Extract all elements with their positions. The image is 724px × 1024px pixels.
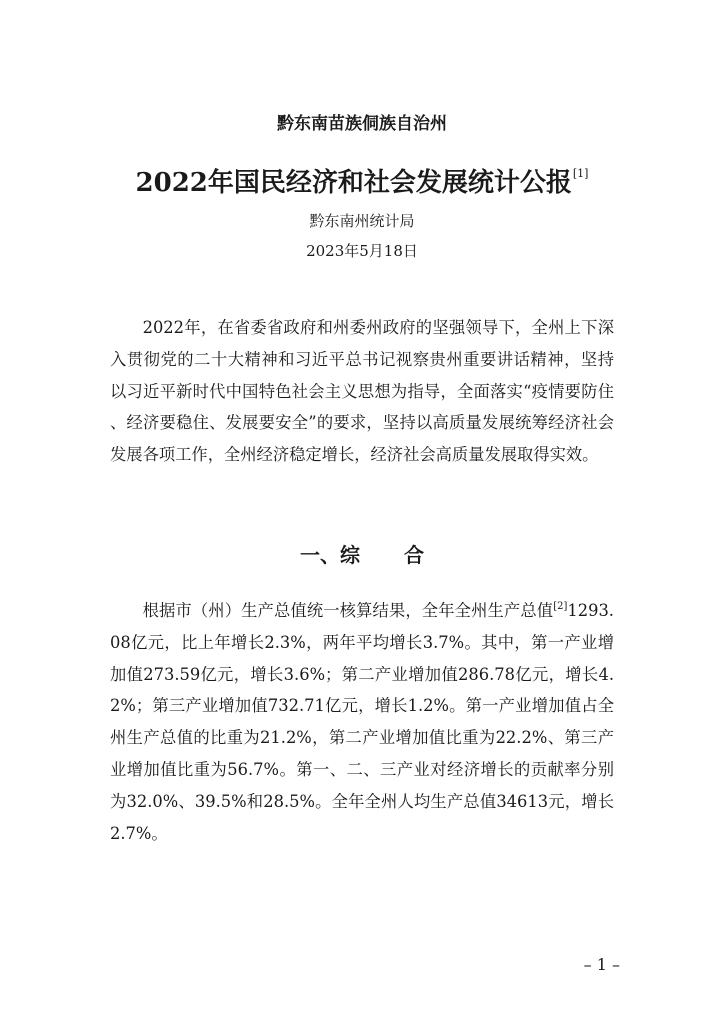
title-footnote-ref: [1] xyxy=(572,167,589,180)
document-subtitle: 黔东南苗族侗族自治州 xyxy=(277,114,447,134)
intro-paragraph: 2022年，在省委省政府和州委州政府的坚强领导下，全州上下深入贯彻党的二十大精神和习近平总书记视察贵州重要讲话精神，坚持以习近平新时代中国特色社会主义思想为指导，全面落实“疫情要防住、经济要稳住、发展要安全”的要求，坚持以高质量发展统筹经济社会发展各项工作，全州经济稳定增长，经济社会高质量发展取得实效。 xyxy=(110,318,614,465)
document-date: 2023年5月18日 xyxy=(306,242,418,260)
document-author: 黔东南州统计局 xyxy=(309,212,415,230)
section-heading-part2: 合 xyxy=(404,543,424,567)
section-heading-part1: 一、综 xyxy=(300,543,360,567)
section-heading xyxy=(0,540,724,570)
title-text: 2022年国民经济和社会发展统计公报 xyxy=(135,168,572,198)
document-title xyxy=(0,156,724,201)
footnote-ref: [2] xyxy=(553,601,568,612)
page-number: – 1 – xyxy=(583,955,620,974)
section-paragraph xyxy=(110,595,614,849)
paragraph-rest: 1293.08亿元，比上年增长2.3%，两年平均增长3.7%。其中，第一产业增加值273.59亿元，增长3.6%；第二产业增加值286.78亿元，增长4.2%；第三产业增加值732.71亿元，增长1.2%。第一产业增加值占全州生产总值的比重为21.2%，第二产业增加值比重为22.2%、第三产业增加值比重为56.7%。第一、二、三产业对经济增长的贡献率分别为32.0%、39.5%和28.5%。全年全州人均生产总值34613元，增长2.7%。 xyxy=(110,601,614,843)
paragraph-start: 根据市（州）生产总值统一核算结果，全年全州生产总值 xyxy=(142,601,554,620)
